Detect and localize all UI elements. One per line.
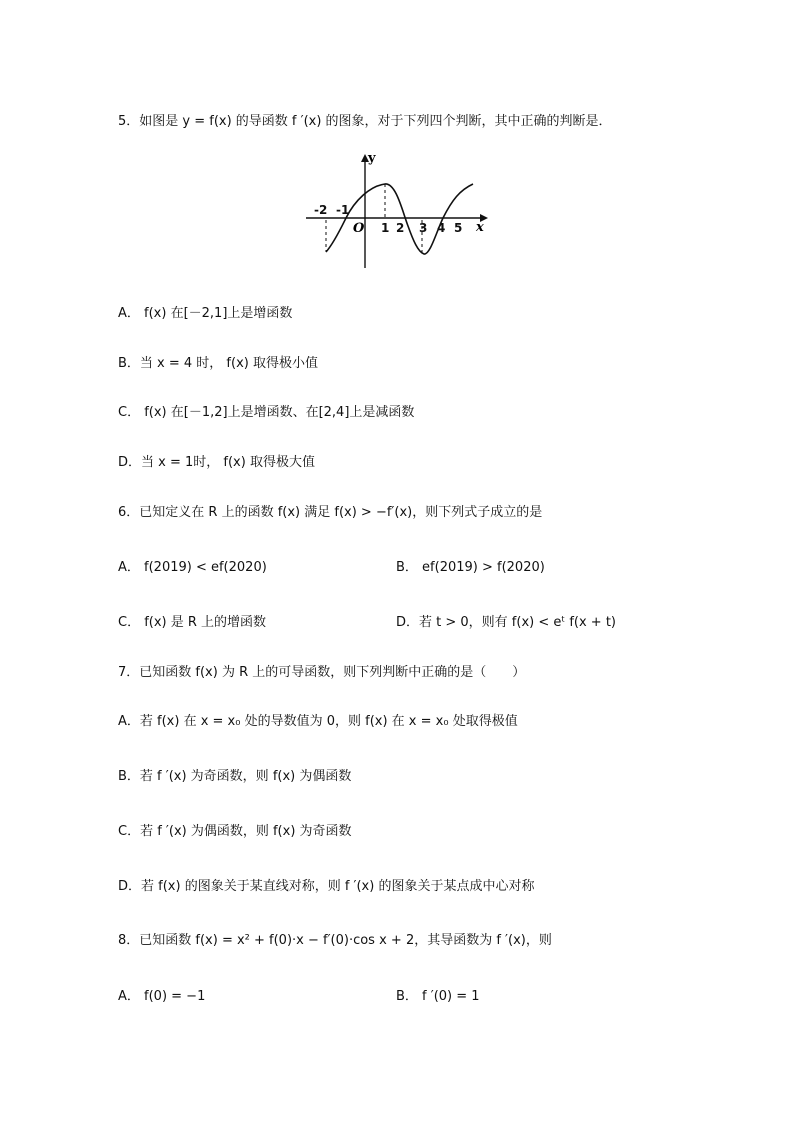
tick-label: -1 [336, 203, 350, 217]
q7-option-b: B．若 f ′(x) 为奇函数，则 f(x) 为偶函数 [118, 769, 352, 784]
q5-option-b: B．当 x = 4 时， f(x) 取得极小值 [118, 356, 318, 371]
q6-option-d: D．若 t > 0，则有 f(x) < eᵗ f(x + t) [396, 615, 617, 630]
x-axis-label: x [476, 220, 484, 235]
y-axis-label: y [368, 151, 376, 166]
question-6-stem: 6．已知定义在 R 上的函数 f(x) 满足 f(x) > −f′(x)，则下列式子成立的是 [118, 505, 543, 520]
origin-label: O [353, 221, 365, 236]
q6-option-a: A． f(2019) < ef(2020) [118, 560, 267, 575]
tick-label: -2 [314, 203, 328, 217]
q8-option-b: B． f ′(0) = 1 [396, 989, 480, 1004]
q6-option-c: C． f(x) 是 R 上的增函数 [118, 615, 267, 630]
question-8-stem: 8．已知函数 f(x) = x² + f(0)·x − f′(0)·cos x + 2，其导函数为 f ′(x)，则 [118, 933, 552, 948]
q5-option-c: C． f(x) 在[－1,2]上是增函数、在[2,4]上是减函数 [118, 405, 415, 420]
tick-label: 1 [381, 221, 390, 235]
question-5-stem: 5．如图是 y = f(x) 的导函数 f ′(x) 的图象，对于下列四个判断，其中正确的判断是． [118, 114, 612, 129]
derivative-curve [326, 184, 473, 254]
q8-option-a: A． f(0) = −1 [118, 989, 206, 1004]
tick-label: 5 [454, 221, 463, 235]
q7-option-a: A．若 f(x) 在 x = x₀ 处的导数值为 0，则 f(x) 在 x = x₀ 处取得极值 [118, 714, 518, 729]
q5-option-a: A． f(x) 在[－2,1]上是增函数 [118, 306, 293, 321]
tick-label: 2 [396, 221, 405, 235]
q7-option-c: C．若 f ′(x) 为偶函数，则 f(x) 为奇函数 [118, 824, 352, 839]
question-7-stem: 7．已知函数 f(x) 为 R 上的可导函数，则下列判断中正确的是（ ） [118, 665, 526, 680]
q7-option-d: D．若 f(x) 的图象关于某直线对称，则 f ′(x) 的图象关于某点成中心对称 [118, 879, 535, 894]
q5-option-d: D．当 x = 1时， f(x) 取得极大值 [118, 455, 315, 470]
tick-label: 4 [437, 221, 446, 235]
derivative-graph [300, 148, 495, 273]
q6-option-b: B． ef(2019) > f(2020) [396, 560, 545, 575]
tick-label: 3 [419, 221, 428, 235]
